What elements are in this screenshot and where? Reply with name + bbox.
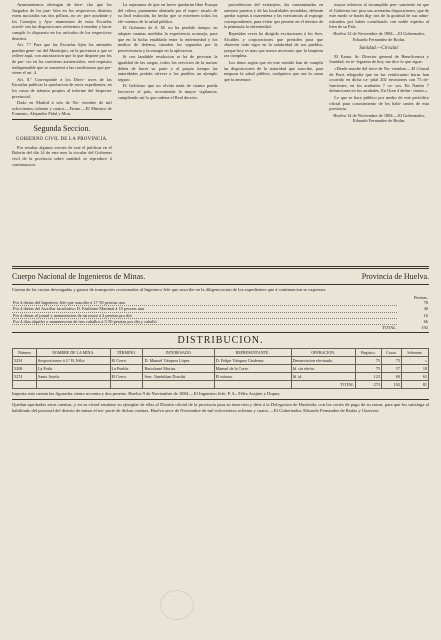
cell: [110, 381, 143, 389]
signature-line: Huelva 12 de Noviembre de 1884.—El Gobernador, Eduardo Fernandez de Rodas.: [333, 30, 425, 42]
paragraph: Dado en Madrid á seis de No- viembre de mil ochocientos ochenta y cuatro.—Firmo.—El Ministro de Fomento, Alejandro Pidal y Mon.: [12, 100, 112, 117]
table-row: [13, 373, 429, 381]
payment-value: 40: [423, 306, 428, 312]
cell: El Cerro.: [110, 357, 143, 365]
col-header: INTERESADO.: [143, 349, 214, 357]
header-right: Provincia de Huelva.: [361, 272, 429, 281]
total-label: TOTAL: [382, 325, 396, 331]
cell: Sexposiciones á 2.ª B. Félix: [36, 357, 110, 365]
payment-value: 70: [423, 300, 428, 306]
cell: 18: [401, 365, 428, 373]
text-columns: [12, 2, 429, 264]
approval-note: Quedan aprobadas estas cuentas, y en su virtud remítase su ejemplar de ellas al Distrito oficial de la provincia para su insercion y dése á la Delegacion de Hacienda, con los cortes de pago de su razon, para que los satisfaga al habilitado del personal del distrito de minas el im- porte de dichas cuentas. Huelva once de Noviembre de mil ochocientos ochenta y cuatro.—El Gobernador, Eduardo Fernandez de Rodas y Guerrero.: [12, 402, 429, 414]
payments-table: [12, 295, 429, 330]
cell: 5208: [13, 365, 37, 373]
header-rule-bottom: [12, 284, 429, 285]
payment-value: 16: [423, 312, 428, 318]
col-header: NOMBRE DE LA MINA.: [36, 349, 110, 357]
pesetas-label: Pesetas.: [413, 295, 428, 300]
paragraph: Art. 7.º Para que las Escuelas fijen los animales puedan gene- rar del Municipio, en la provincia a que se refiere aquí, con autorizacion que lo que dispone por los de pre- cio en las carreteras asistenciales, será requisito indispensable que se someterá a las condiciones que pre- viene el art. 4.: [12, 42, 112, 76]
cell: 123: [355, 373, 381, 381]
cell: Sres. Vandelúan Dossihi.: [143, 373, 214, 381]
cell: [36, 381, 110, 389]
paragraph: procedencias del extranjero, las contaminadas en nuestros puertos y de las localidades invadidas, deberán quedar sujetas á cuarentena y las mercancías al expurgo correspondiente, para evitar que penetre en el interior de la península la enfermedad.: [223, 2, 324, 30]
footer-note: Importa esta cuenta las figuradas ciento noventa y dos pesetas. Huelva 9 de Noviembre de 1884.—El Ingeniero Jefe, P. A., Félix Arajine y Dupuy.: [12, 391, 281, 397]
paragraph: El Gobierno que no olvida nada de cuanto pueda favorecer al país, recomienda la mayor vigilancia, cumpliendo así lo que ordena el Real decreto.: [117, 83, 218, 100]
paragraph: Si con laudable resolucion se ha de procurar la igualdad de las cargas, todos los servicios de la nacion deben de hacer su parte y al propio tiempo las autoridades podrán ofrecer a los pueblos un ejemplo seguro.: [117, 54, 218, 82]
cell: 192: [381, 381, 401, 389]
cell: D. Manuel Vázquez López: [143, 357, 214, 365]
distribution-table: [12, 348, 429, 389]
cell: Bartolomé Macias.: [143, 365, 214, 373]
cell: 273: [355, 381, 381, 389]
cell: 63: [401, 373, 428, 381]
cell: 5254: [13, 357, 37, 365]
table-header-row: [13, 349, 429, 357]
paragraph: mayor esfuerzo al incumplido pen- samiento en que el Gobierno ins- pira sus acertadas disposiciones, que de este modo se harán dig- nos de la gratitud de sus admi- nistrados por haber contribuido con noble espíritu al bien de su País.: [329, 2, 429, 30]
paragraph: El Exmo. Sr. Director general de Beneficencia y Sanidad, en te- legrama de hoy, me dice lo que sigue:: [329, 53, 429, 65]
cell: El mismo.: [214, 373, 291, 381]
cell: Id. sin efecto.: [291, 365, 355, 373]
paragraph: El Gobierno de S. M. no ha perdido tiempo, en adoptar cuantas medidas la experiencia aconseja, para que en la lucha entablada entre la enfermedad y los medios de defensa, triunfen los segundos por la perseverancia y la energía en la aplicacion.: [117, 25, 218, 53]
payment-desc: Por 4 dietas del Ingeniero Jefe que suscribe á 17·50 pesetas una: [12, 300, 397, 306]
total-row: [12, 325, 429, 331]
cell: TOTAL: [291, 381, 355, 389]
cell: 57: [381, 365, 401, 373]
divider: [12, 332, 429, 333]
table-row: [13, 365, 429, 373]
column-1: [12, 2, 112, 264]
cell: »: [401, 357, 428, 365]
col-header: Número: [13, 349, 37, 357]
cell: [214, 381, 291, 389]
cell: La Puebla.: [110, 365, 143, 373]
section-divider: [12, 119, 112, 120]
table-row: [13, 357, 429, 365]
col-header: REPRESENTANTE.: [214, 349, 291, 357]
paragraph: «Desde anoche del trece de No- viembre.—El Cónsul de París telegrafía que en las veinticuatro horas han ocurrido en dicha ca- pital 202 invasiones con 75 de- funciones; en los arrabales 7 ca- sos. En Nantes 7 defunciones en los arrabales. En Oran 4 defun- ciones.»: [329, 65, 429, 94]
cell: [13, 381, 37, 389]
total-row: [13, 381, 429, 389]
cell: [143, 381, 214, 389]
total-value: 192: [421, 324, 428, 330]
cell: Id. id.: [291, 373, 355, 381]
paragraph: Art. 8.º Corresponde á los Direc- tores de las Escuelas publicar la aprobacion de estos expedientes, en los casos de tránsito propios al informe del Inspector provincial.: [12, 76, 112, 99]
cell: 75: [355, 365, 381, 373]
paragraph: La esperanza de que en breve quedarán libre Europa del cólera, justamente alentado por el espec- táculo de su fácil extinción, ha hecho que se extremen todos los ele- mentos de la salud pública.: [117, 2, 218, 24]
col-header: Cuota.: [381, 349, 401, 357]
section-title: Segunda Seccion.: [33, 123, 91, 133]
col-header: TÉRMINO.: [110, 349, 143, 357]
col-header: Sobrante.: [401, 349, 428, 357]
col-header: OPERACION.: [291, 349, 355, 357]
paragraph: Los datos según que en este sentido han de cumplir las disposiciones de la autoridad que suscribe, para asegurar la salud pública, cualquiera que sea la causa que la amenace.: [223, 59, 324, 82]
signature-line: Huelva 14 de Noviembre de 1884.—El Gobernador, Eduardo Fernandez de Rodas.: [333, 112, 425, 124]
distribution-title: DISTRIBUCION.: [177, 335, 264, 347]
column-2: [118, 2, 218, 264]
paragraph: Ayuntamientos obtengan de dere- cho que los Juzgados de los pue- blos en los respectivos distritos esten asociadas sus dos pólizas, no as- pire ayudante y los Consejos y Ayu- ntamientos de estas Escuelas acredi- ten las disposiciones referentes á enseñar y hacer cumplir lo dispuesto en los artículos de los respectivos distritos.: [12, 2, 112, 41]
divider: [12, 399, 429, 400]
cell: Demarcacion efectuada.: [291, 357, 355, 365]
column-4: [329, 2, 429, 264]
cell: 75: [355, 357, 381, 365]
notice-header: [12, 271, 429, 282]
column-3: [224, 2, 324, 264]
paragraph: Por resultar algunos errores de este el publicar en el Boletin del día 14 de este mes la circular del Gobierno civil de la provincia sobre sanidad, se reproduce á continuacion:: [12, 144, 112, 167]
section-subtitle: GOBIERNO CIVIL DE LA PROVINCIA.: [16, 136, 108, 142]
paragraph: Lo que se hace público por medio de este periódico oficial para conocimiento de los habi- tantes de esta provincia.: [329, 94, 429, 112]
cell: D. Felipe Vázquez Cárdenas.: [214, 357, 291, 365]
payment-desc: Por 4 dietas del Auxiliar facultativo D. Emiliano Martinal á 10 pesetas una: [12, 306, 397, 312]
header-rule: [12, 266, 429, 269]
cell: 75: [381, 357, 401, 365]
cell: 60: [381, 373, 401, 381]
notice-intro: Cuenta de las cuotas devengadas y gastos de transportes ocasionados al Ingeniero Jefe que suscribe en la diligenciacion de los expedientes que á continuacion se expresan:: [12, 287, 326, 292]
cell: 5274: [13, 373, 37, 381]
cell: Manuel de la Corte.: [214, 365, 291, 373]
payment-desc: Por 4 dietas al jornal y manutencion de un mozo á 4 pesetas por día: [12, 312, 397, 318]
cell: Santa Josefa.: [36, 373, 110, 381]
payment-desc: Por 4 días alquiler y manutencion de tres caballos á 5·50 pesetas por día y caballo: [12, 318, 397, 324]
cell: 81: [401, 381, 428, 389]
faded-seal-stamp: [160, 590, 194, 620]
paragraph: Repetidas veces he dirigido excitaciones á los Sres. Alcaldes y corporaciones que presiden para que observen todo rigor en la salubridad de sus pueblos, porque hoy es mas que nunca necesario que la limpieza sea completa.: [223, 30, 324, 59]
header-left: Cuerpo Nacional de Ingenieros de Minas.: [12, 272, 146, 281]
circular-heading: Sanidad.—Circular.: [359, 46, 400, 52]
cell: La Poda.: [36, 365, 110, 373]
cell: El Cerro.: [110, 373, 143, 381]
payment-value: 66: [423, 318, 428, 324]
col-header: Registro.: [355, 349, 381, 357]
